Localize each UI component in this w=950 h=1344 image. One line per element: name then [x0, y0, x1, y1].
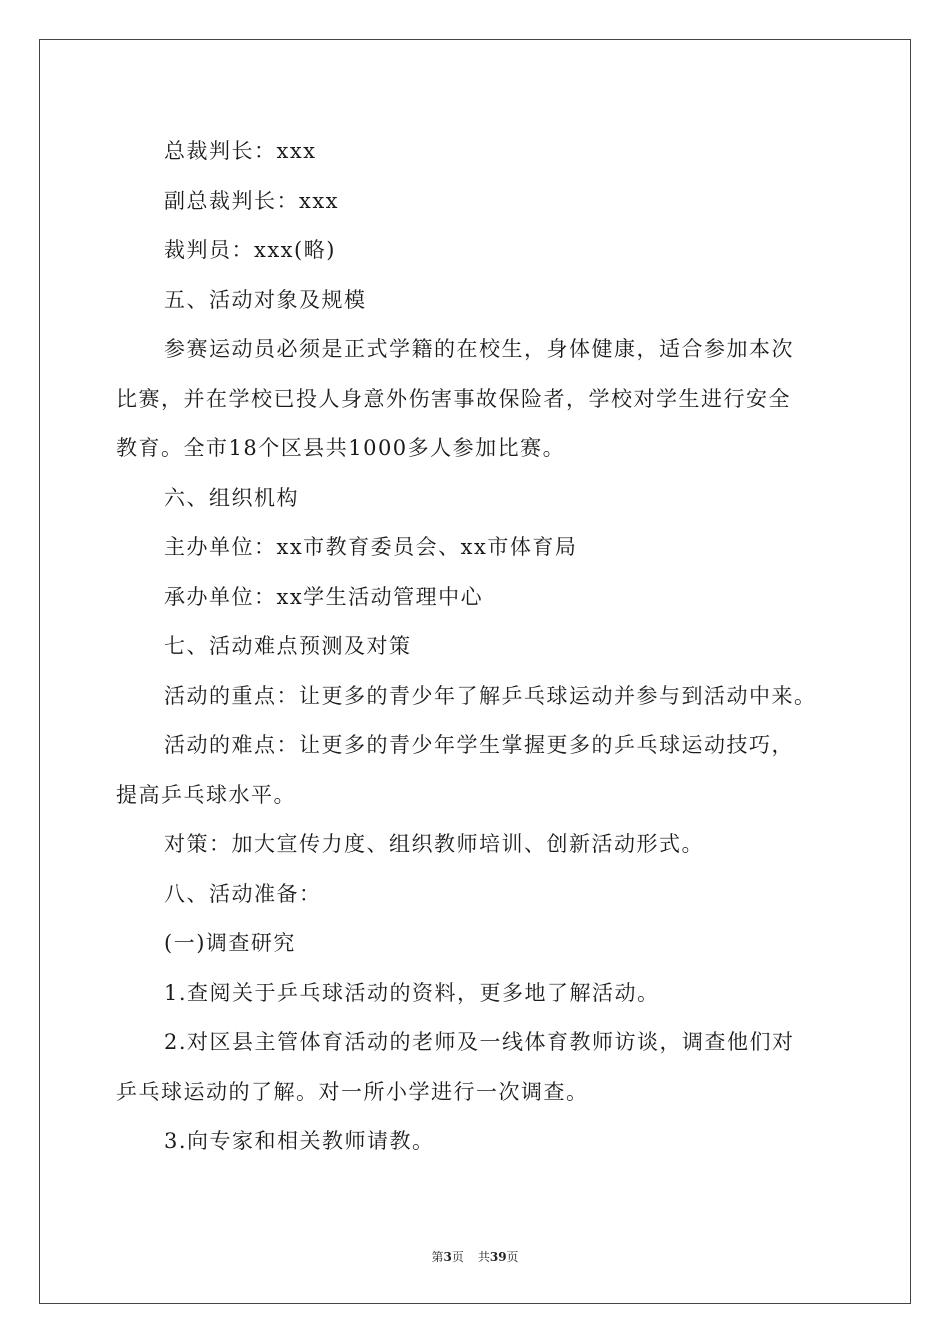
- paragraph-line: 比赛，并在学校已投人身意外伤害事故保险者，学校对学生进行安全: [116, 386, 791, 411]
- paragraph-line: 对策：加大宣传力度、组织教师培训、创新活动形式。: [164, 832, 704, 856]
- paragraph-line: 活动的重点：让更多的青少年了解乒乓球运动并参与到活动中来。: [164, 683, 817, 708]
- total-page-count: 39: [489, 1250, 507, 1264]
- section-heading: 七、活动难点预测及对策: [164, 634, 412, 658]
- text-line: 主办单位：xx市教育委员会、xx市体育局: [164, 535, 578, 559]
- list-item: 3.向专家和相关教师请教。: [164, 1129, 435, 1153]
- list-item-continuation: 乒乓球运动的了解。对一所小学进行一次调查。: [116, 1079, 589, 1104]
- paragraph-line: 提高乒乓球水平。: [116, 782, 296, 807]
- page-footer: [0, 1248, 950, 1265]
- text-line: 副总裁判长：xxx: [164, 188, 340, 213]
- section-heading: 六、组织机构: [164, 485, 299, 510]
- section-heading: 八、活动准备：: [164, 881, 322, 906]
- footer-total-prefix: 共: [477, 1250, 490, 1264]
- paragraph-line: 活动的难点：让更多的青少年学生掌握更多的乒乓球运动技巧，: [164, 733, 794, 757]
- document-body: [116, 127, 856, 1167]
- text-line: 裁判员：xxx(略): [164, 238, 336, 262]
- section-heading: 五、活动对象及规模: [164, 287, 367, 312]
- footer-prefix: 第: [431, 1250, 444, 1264]
- footer-page-suffix: 页: [451, 1250, 464, 1264]
- paragraph-line: 参赛运动员必须是正式学籍的在校生，身体健康，适合参加本次: [164, 337, 794, 361]
- footer-total-suffix: 页: [506, 1250, 519, 1264]
- text-line: 承办单位：xx学生活动管理中心: [164, 584, 484, 609]
- text-line: 总裁判长：xxx: [164, 139, 317, 163]
- list-item: 1.查阅关于乒乓球活动的资料，更多地了解活动。: [164, 980, 660, 1005]
- subsection-heading: (一)调查研究: [164, 931, 296, 955]
- list-item: 2.对区县主管体育活动的老师及一线体育教师访谈，调查他们对: [164, 1030, 795, 1054]
- current-page-number: 3: [443, 1250, 452, 1264]
- paragraph-line: 教育。全市18个区县共1000多人参加比赛。: [116, 436, 566, 460]
